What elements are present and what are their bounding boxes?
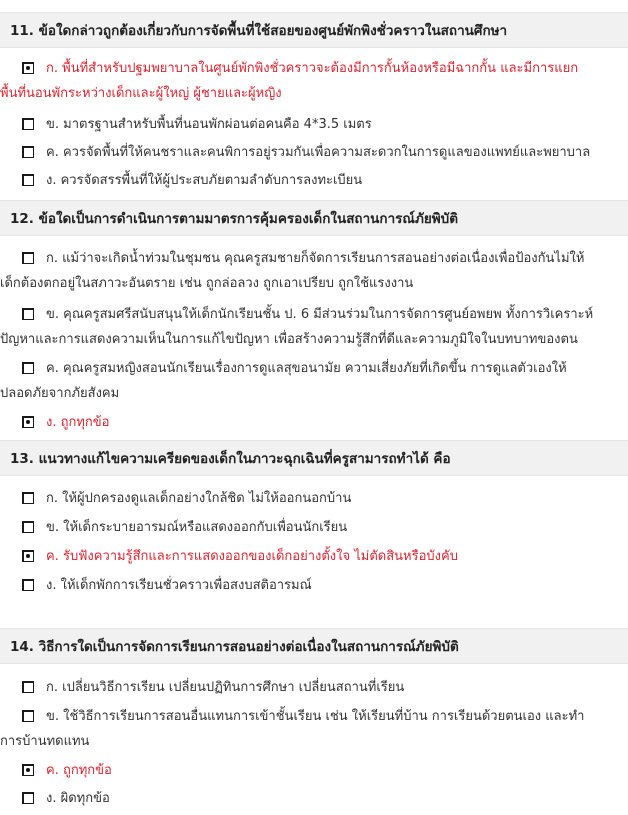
option-text: ก. ให้ผู้ปกครองดูแลเด็กอย่างใกล้ชิด ไม่ให้ออกนอกบ้าน (46, 491, 352, 506)
radio-icon[interactable] (22, 308, 34, 320)
radio-icon[interactable] (22, 579, 34, 591)
radio-checked-icon[interactable] (22, 550, 34, 562)
question-14-option-d[interactable] (0, 786, 612, 811)
question-11-option-d[interactable] (0, 168, 612, 193)
question-13-option-a[interactable] (0, 486, 612, 511)
option-text: ก. แม้ว่าจะเกิดน้ำท่วมในชุมชน คุณครูสมชายก็จัดการเรียนการสอนอย่างต่อเนื่องเพื่อป้องกันไม่ให้ (46, 251, 585, 266)
option-text: ง. ถูกทุกข้อ (46, 415, 110, 430)
question-14-option-c[interactable] (0, 758, 612, 783)
question-12-option-b[interactable] (0, 302, 612, 352)
option-text: ก. พื้นที่สำหรับปฐมพยาบาลในศูนย์พักพิงชั่วคราวจะต้องมีการกั้นห้องหรือมีฉากกั้น และมีการแยก (46, 61, 579, 76)
radio-checked-icon[interactable] (22, 764, 34, 776)
option-text-line2: เด็กต้องตกอยู่ในสภาวะอันตราย เช่น ถูกล่อลวง ถูกเอาเปรียบ ถูกใช้แรงงาน (0, 276, 414, 291)
question-14-option-a[interactable] (0, 675, 612, 700)
option-text: ก. เปลี่ยนวิธีการเรียน เปลี่ยนปฏิทินการศึกษา เปลี่ยนสถานที่เรียน (46, 680, 405, 695)
question-11-option-a[interactable] (0, 56, 612, 106)
question-11-option-b[interactable] (0, 112, 612, 137)
option-text: ง. ควรจัดสรรพื้นที่ให้ผู้ประสบภัยตามลำดับการลงทะเบียน (46, 173, 363, 188)
radio-checked-icon[interactable] (22, 416, 34, 428)
question-13-option-b[interactable] (0, 515, 612, 540)
option-text: ง. ผิดทุกข้อ (46, 791, 110, 806)
radio-icon[interactable] (22, 252, 34, 264)
question-13-option-c[interactable] (0, 544, 612, 569)
radio-icon[interactable] (22, 710, 34, 722)
option-text: ง. ให้เด็กพักการเรียนชั่วคราวเพื่อสงบสติอารมณ์ (46, 578, 312, 593)
question-12-option-c[interactable] (0, 356, 612, 406)
option-text: ข. มาตรฐานสำหรับพื้นที่นอนพักผ่อนต่อคนคือ 4*3.5 เมตร (46, 117, 372, 132)
option-text: ค. รับฟังความรู้สึกและการแสดงออกของเด็กอย่างตั้งใจ ไม่ตัดสินหรือบังคับ (46, 549, 458, 564)
radio-icon[interactable] (22, 492, 34, 504)
question-13-title: 13. แนวทางแก้ไขความเครียดของเด็กในภาวะฉุกเฉินที่ครูสามารถทำได้ คือ (0, 440, 628, 476)
option-text-line2: ปัญหาและการแสดงความเห็นในการแก้ไขปัญหา เพื่อสร้างความรู้สึกที่ดีและความภูมิใจในบทบาทของตน (0, 332, 578, 347)
option-text: ค. คุณครูสมหญิงสอนนักเรียนเรื่องการดูแลสุขอนามัย ความเสี่ยงภัยที่เกิดขึ้น การดูแลตัวเองให้ (46, 361, 567, 376)
radio-icon[interactable] (22, 681, 34, 693)
option-text: ค. ควรจัดพื้นที่ให้คนชราและคนพิการอยู่รวมกันเพื่อความสะดวกในการดูแลของแพทย์และพยาบาล (46, 145, 591, 160)
option-text-line2: การบ้านทดแทน (0, 734, 90, 749)
question-12-option-d[interactable] (0, 410, 612, 435)
question-14-option-b[interactable] (0, 704, 612, 754)
option-text: ข. ใช้วิธีการเรียนการสอนอื่นแทนการเข้าชั้นเรียน เช่น ให้เรียนที่บ้าน การเรียนด้วยตนเอง และทำ (46, 709, 585, 724)
option-text: ค. ถูกทุกข้อ (46, 763, 112, 778)
question-13-option-d[interactable] (0, 573, 612, 598)
question-12-title: 12. ข้อใดเป็นการดำเนินการตามมาตรการคุ้มครองเด็กในสถานการณ์ภัยพิบัติ (0, 200, 628, 236)
option-text-line2: ปลอดภัยจากภัยสังคม (0, 386, 120, 401)
radio-icon[interactable] (22, 792, 34, 804)
question-11-title: 11. ข้อใดกล่าวถูกต้องเกี่ยวกับการจัดพื้นที่ใช้สอยของศูนย์พักพิงชั่วคราวในสถานศึกษา (0, 12, 628, 48)
radio-icon[interactable] (22, 521, 34, 533)
radio-checked-icon[interactable] (22, 62, 34, 74)
radio-icon[interactable] (22, 174, 34, 186)
radio-icon[interactable] (22, 146, 34, 158)
radio-icon[interactable] (22, 118, 34, 130)
question-14-title: 14. วิธีการใดเป็นการจัดการเรียนการสอนอย่างต่อเนื่องในสถานการณ์ภัยพิบัติ (0, 628, 628, 664)
question-12-option-a[interactable] (0, 246, 612, 296)
option-text: ข. คุณครูสมศรีสนับสนุนให้เด็กนักเรียนชั้น ป. 6 มีส่วนร่วมในการจัดการศูนย์อพยพ ทั้งการวิเคราะห์ (46, 307, 594, 322)
question-11-option-c[interactable] (0, 140, 612, 165)
option-text: ข. ให้เด็กระบายอารมณ์หรือแสดงออกกับเพื่อนนักเรียน (46, 520, 348, 535)
radio-icon[interactable] (22, 362, 34, 374)
option-text-line2: พื้นที่นอนพักระหว่างเด็กและผู้ใหญ่ ผู้ชายและผู้หญิง (0, 86, 282, 101)
